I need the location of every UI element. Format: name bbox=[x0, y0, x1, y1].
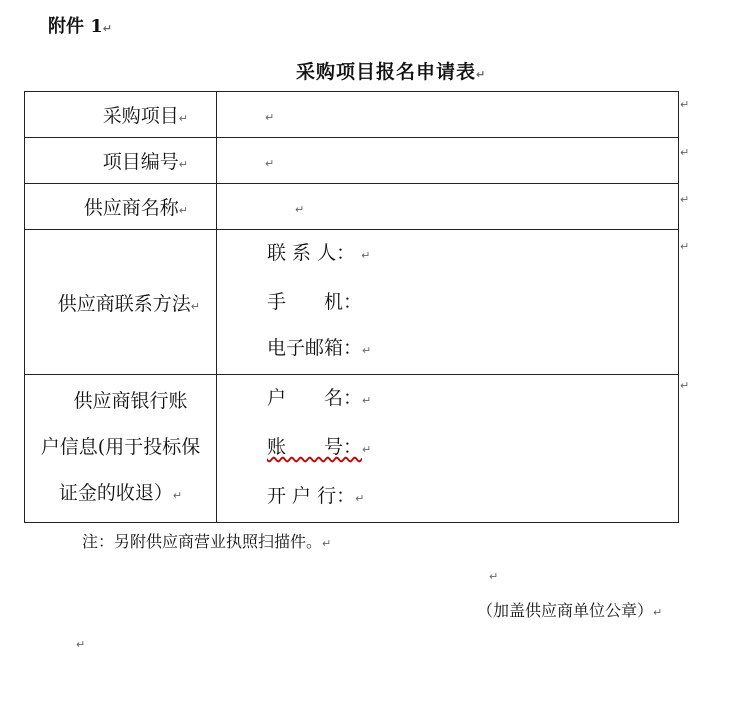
supplier-name-label: 供应商名称 bbox=[83, 197, 179, 219]
row-end-mark: ↵ bbox=[680, 240, 690, 253]
label-cell: 供应商联系方法↵ bbox=[25, 230, 217, 375]
label-cell: 采购项目↵ bbox=[25, 92, 217, 138]
label-cell: 供应商名称↵ bbox=[25, 184, 217, 230]
mobile-field[interactable]: 手 机： bbox=[267, 291, 363, 313]
row-end-mark: ↵ bbox=[680, 98, 690, 111]
attachment-label: 附件 1↵ bbox=[48, 16, 113, 37]
note-text: 注：另附供应商营业执照扫描件。↵ bbox=[82, 532, 332, 551]
seal-text: （加盖供应商单位公章）↵ bbox=[477, 601, 663, 620]
bank-cell[interactable] bbox=[217, 375, 679, 523]
table-row bbox=[25, 184, 679, 230]
contact-cell[interactable] bbox=[217, 230, 679, 375]
label-cell: 项目编号↵ bbox=[25, 138, 217, 184]
bank-label-line: 证金的收退）↵ bbox=[58, 482, 183, 504]
procurement-project-field[interactable]: ↵ bbox=[217, 92, 679, 138]
project-number-field[interactable]: ↵ bbox=[217, 138, 679, 184]
empty-paragraph-mark: ↵ bbox=[76, 638, 86, 651]
account-name-field[interactable]: 户 名：↵ bbox=[267, 387, 372, 409]
project-number-label: 项目编号 bbox=[102, 151, 179, 173]
row-end-mark: ↵ bbox=[680, 146, 690, 159]
table-row bbox=[25, 138, 679, 184]
bank-label-line: 户信息(用于投标保 bbox=[40, 436, 201, 458]
row-end-mark: ↵ bbox=[680, 193, 690, 206]
label-cell bbox=[25, 375, 217, 523]
table-row bbox=[25, 230, 679, 375]
bank-label-line: 供应商银行账 bbox=[73, 390, 188, 412]
bank-branch-field[interactable]: 开 户 行：↵ bbox=[267, 485, 365, 507]
contact-person-field[interactable]: 联 系 人： ↵ bbox=[267, 242, 371, 264]
account-number-field[interactable]: 账 号：↵ bbox=[267, 436, 372, 458]
supplier-name-field[interactable]: ↵ bbox=[217, 184, 679, 230]
email-field[interactable]: 电子邮箱：↵ bbox=[267, 337, 372, 359]
form-title: 采购项目报名申请表↵ bbox=[296, 61, 487, 83]
procurement-project-label: 采购项目 bbox=[102, 105, 179, 127]
registration-table bbox=[24, 91, 679, 523]
empty-paragraph-mark: ↵ bbox=[489, 570, 499, 583]
table-row bbox=[25, 92, 679, 138]
table-row bbox=[25, 375, 679, 523]
contact-method-label: 供应商联系方法 bbox=[57, 292, 191, 315]
row-end-mark: ↵ bbox=[680, 379, 690, 392]
